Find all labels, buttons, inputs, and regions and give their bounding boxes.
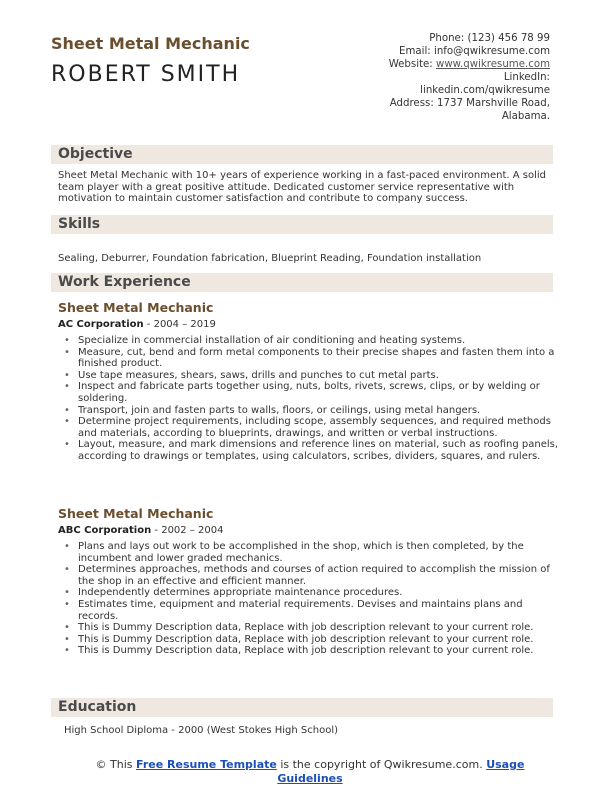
contact-website: Website: www.qwikresume.com (388, 59, 550, 70)
job-company-1: AC Corporation - 2004 – 2019 (58, 319, 216, 330)
list-item: • This is Dummy Description data, Replace with job description relevant to your current role. (78, 645, 566, 657)
job-bullets-2 (64, 541, 566, 657)
free-resume-template-link[interactable]: Free Resume Template (136, 758, 277, 771)
list-item: • Inspect and fabricate parts together using, nuts, bolts, rivets, screws, clips, or by welding or soldering. (78, 381, 566, 404)
section-heading-skills: Skills (58, 216, 101, 232)
website-link[interactable]: www.qwikresume.com (435, 59, 550, 70)
job-company-2: ABC Corporation - 2002 – 2004 (58, 525, 224, 536)
objective-text: Sheet Metal Mechanic with 10+ years of experience working in a fast-paced environment. A solid team player with a great positive attitude. Dedicated customer service representative with motivation to maintain customer satisfaction and contribute to company success. (58, 170, 546, 205)
list-item: • Plans and lays out work to be accomplished in the shop, which is then completed, by the incumbent and lower graded mechanics. (78, 541, 566, 564)
contact-linkedin-label: LinkedIn: (503, 72, 550, 83)
list-item: • Use tape measures, shears, saws, drills and punches to cut metal parts. (78, 370, 566, 382)
section-heading-education: Education (58, 699, 137, 715)
contact-phone: Phone: (123) 456 78 99 (429, 33, 550, 44)
footer-copyright: © This Free Resume Template is the copyright of Qwikresume.com. Usage Guidelines (95, 758, 525, 785)
contact-email: Email: info@qwikresume.com (399, 46, 550, 57)
contact-block (290, 32, 550, 123)
job-bullets-1 (64, 335, 566, 463)
skills-text: Sealing, Deburrer, Foundation fabrication, Blueprint Reading, Foundation installation (58, 253, 482, 264)
contact-linkedin: linkedin.com/qwikresume (420, 85, 550, 96)
list-item: • Independently determines appropriate maintenance procedures. (78, 587, 566, 599)
candidate-name: ROBERT SMITH (51, 62, 241, 87)
job-title-2: Sheet Metal Mechanic (58, 506, 214, 521)
list-item: • This is Dummy Description data, Replace with job description relevant to your current role. (78, 622, 566, 634)
list-item: • Specialize in commercial installation of air conditioning and heating systems. (78, 335, 566, 347)
usage-guidelines-link[interactable]: Usage Guidelines (277, 758, 525, 785)
list-item: • Determine project requirements, including scope, assembly sequences, and required methods and materials, according to blueprints, drawings, and written or verbal instructions. (78, 416, 566, 439)
section-objective (51, 145, 553, 164)
contact-address-line2: Alabama. (501, 111, 550, 122)
section-work-experience (51, 273, 553, 292)
education-text: High School Diploma - 2000 (West Stokes High School) (64, 725, 339, 736)
section-education (51, 698, 553, 717)
header-job-title: Sheet Metal Mechanic (51, 34, 250, 53)
section-heading-experience: Work Experience (58, 274, 191, 290)
list-item: • Layout, measure, and mark dimensions and reference lines on material, such as roofing panels, according to drawings or templates, using calculators, scribes, dividers, squares, and rulers. (78, 439, 566, 462)
section-skills (51, 215, 553, 234)
contact-address: Address: 1737 Marshville Road, (389, 98, 550, 109)
list-item: • Transport, join and fasten parts to walls, floors, or ceilings, using metal hangers. (78, 405, 566, 417)
list-item: • Estimates time, equipment and material requirements. Devises and maintains plans and records. (78, 599, 566, 622)
list-item: • Determines approaches, methods and courses of action required to accomplish the mission of the shop in an effective and efficient manner. (78, 564, 566, 587)
list-item: • This is Dummy Description data, Replace with job description relevant to your current role. (78, 634, 566, 646)
list-item: • Measure, cut, bend and form metal components to their precise shapes and fasten them into a finished product. (78, 347, 566, 370)
job-title-1: Sheet Metal Mechanic (58, 300, 214, 315)
section-heading-objective: Objective (58, 146, 133, 162)
